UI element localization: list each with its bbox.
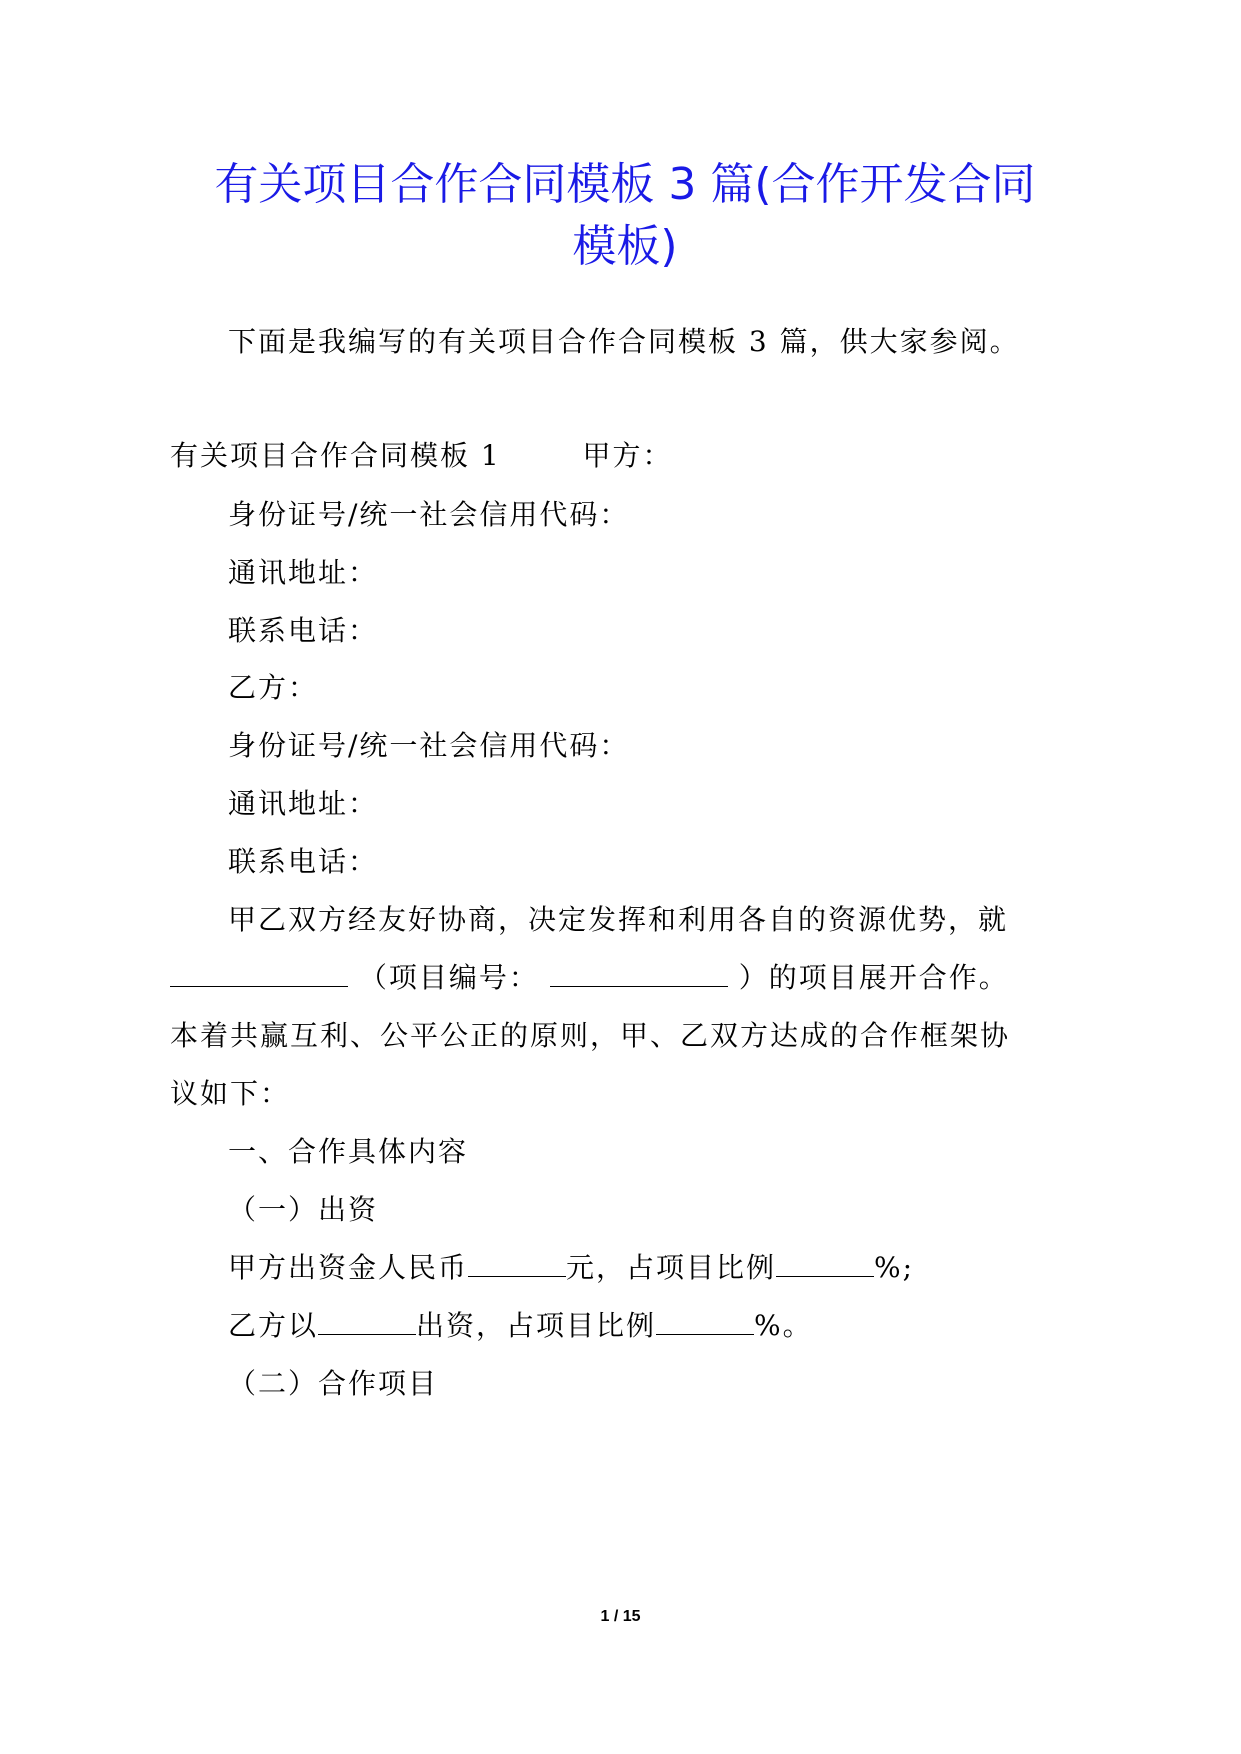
funding-a-text-1: 甲方出资金人民币 xyxy=(228,1251,469,1284)
preamble-line-2 xyxy=(170,958,1009,998)
party-b-label: 乙方： xyxy=(228,671,319,704)
funding-amount-blank xyxy=(468,1250,566,1277)
funding-b-text-2: 出资，占项目比例 xyxy=(416,1309,657,1342)
party-b-id-field: 身份证号/统一社会信用代码： xyxy=(228,729,630,762)
project-number-blank xyxy=(550,960,728,987)
party-a-address-field: 通讯地址： xyxy=(228,556,379,589)
party-a-label: 甲方： xyxy=(582,439,673,472)
sub-clause-project: （二）合作项目 xyxy=(228,1367,439,1400)
party-a-phone-field: 联系电话： xyxy=(228,614,379,647)
funding-a-text-3: %; xyxy=(874,1251,915,1284)
funding-b-text-3: %。 xyxy=(754,1309,813,1342)
section-title: 有关项目合作合同模板 1 xyxy=(170,439,501,472)
project-cooperation-text: ）的项目展开合作。 xyxy=(738,961,1009,994)
party-b-phone-field: 联系电话： xyxy=(228,845,379,878)
section-heading xyxy=(170,436,673,476)
funding-b-form-blank xyxy=(318,1308,416,1335)
clause-heading: 一、合作具体内容 xyxy=(228,1135,469,1168)
project-name-blank xyxy=(170,960,348,987)
preamble-line-3: 本着共赢互利、公平公正的原则，甲、乙双方达成的合作框架协 xyxy=(170,1019,1011,1052)
funding-a-text-2: 元，占项目比例 xyxy=(566,1251,777,1284)
party-b-address-field: 通讯地址： xyxy=(228,787,379,820)
preamble-line-4: 议如下： xyxy=(170,1077,291,1110)
page-number: 1 / 15 xyxy=(600,1608,641,1625)
party-a-id-field: 身份证号/统一社会信用代码： xyxy=(228,498,630,531)
project-number-label: （项目编号： xyxy=(358,961,539,994)
party-a-funding-line xyxy=(228,1248,914,1288)
document-title-line-1: 有关项目合作合同模板 3 篇(合作开发合同 xyxy=(214,159,1036,210)
document-title-line-2: 模板) xyxy=(572,221,678,272)
sub-clause-funding: （一）出资 xyxy=(228,1193,379,1226)
funding-b-text-1: 乙方以 xyxy=(228,1309,319,1342)
funding-b-ratio-blank xyxy=(656,1308,754,1335)
party-b-funding-line xyxy=(228,1306,813,1346)
preamble-line-1: 甲乙双方经友好协商，决定发挥和利用各自的资源优势，就 xyxy=(228,903,1009,936)
funding-a-ratio-blank xyxy=(776,1250,874,1277)
intro-paragraph: 下面是我编写的有关项目合作合同模板 3 篇，供大家参阅。 xyxy=(228,325,1020,358)
